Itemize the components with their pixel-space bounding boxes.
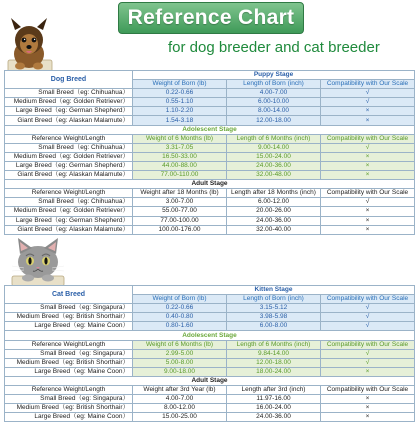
cat-illustration bbox=[8, 236, 68, 288]
compat-cell: √ bbox=[321, 198, 415, 207]
breed-cell: Medium Breed（eg: British Shorthair） bbox=[5, 404, 133, 413]
breed-cell: Large Breed（eg: German Shepherd） bbox=[5, 161, 133, 170]
reference-label: Reference Weight/Length bbox=[5, 134, 133, 143]
column-header: Compatibility with Our Scale bbox=[321, 340, 415, 349]
length-cell: 20.00-26.00 bbox=[227, 207, 321, 216]
reference-label: Reference Weight/Length bbox=[5, 189, 133, 198]
adolescent-header-row bbox=[5, 134, 415, 143]
breed-cell: Small Breed（eg: Singapura） bbox=[5, 349, 133, 358]
column-header: Weight of Born (lb) bbox=[133, 80, 227, 89]
puppy-stage-title: Puppy Stage bbox=[133, 71, 415, 80]
length-cell: 6.00-12.00 bbox=[227, 198, 321, 207]
column-header: Weight after 3rd Year (lb) bbox=[133, 386, 227, 395]
compat-cell: √ bbox=[321, 358, 415, 367]
breed-cell: Medium Breed（eg: Golden Retriever） bbox=[5, 207, 133, 216]
column-header: Compatibility with Our Scale bbox=[321, 80, 415, 89]
table-row bbox=[5, 143, 415, 152]
compat-cell: × bbox=[321, 207, 415, 216]
breed-cell: Small Breed（eg: Chihuahua） bbox=[5, 143, 133, 152]
length-cell: 9.84-14.00 bbox=[227, 349, 321, 358]
table-row bbox=[5, 313, 415, 322]
breed-cell: Large Breed（eg: German Shepherd） bbox=[5, 216, 133, 225]
weight-cell: 1.54-3.18 bbox=[133, 116, 227, 125]
table-row bbox=[5, 413, 415, 422]
reference-label: Reference Weight/Length bbox=[5, 340, 133, 349]
column-header: Length after 3rd (inch) bbox=[227, 386, 321, 395]
compat-cell: √ bbox=[321, 143, 415, 152]
column-header: Length of 6 Months (inch) bbox=[227, 134, 321, 143]
adolescent-stage-row bbox=[5, 331, 415, 340]
compat-cell: × bbox=[321, 216, 415, 225]
table-row bbox=[5, 171, 415, 180]
breed-cell: Medium Breed（eg: Golden Retriever） bbox=[5, 152, 133, 161]
cat-section-title: Cat Breed bbox=[5, 286, 133, 304]
weight-cell: 4.00-7.00 bbox=[133, 395, 227, 404]
breed-cell: Small Breed（eg: Chihuahua） bbox=[5, 89, 133, 98]
column-header: Length of 6 Months (inch) bbox=[227, 340, 321, 349]
compat-cell: × bbox=[321, 395, 415, 404]
compat-cell: √ bbox=[321, 98, 415, 107]
length-cell: 11.97-16.00 bbox=[227, 395, 321, 404]
weight-cell: 16.50-33.00 bbox=[133, 152, 227, 161]
compat-cell: √ bbox=[321, 313, 415, 322]
length-cell: 6.00-8.00 bbox=[227, 322, 321, 331]
length-cell: 8.00-14.00 bbox=[227, 107, 321, 116]
page-subtitle: for dog breeder and cat breeder bbox=[168, 39, 380, 56]
length-cell: 9.00-14.00 bbox=[227, 143, 321, 152]
weight-cell: 5.00-8.00 bbox=[133, 358, 227, 367]
column-header: Weight of 6 Months (lb) bbox=[133, 134, 227, 143]
length-cell: 32.00-40.00 bbox=[227, 225, 321, 234]
column-header: Compatibility with Our Scale bbox=[321, 134, 415, 143]
adolescent-stage-title: Adolescent Stage bbox=[5, 331, 415, 340]
compat-cell: × bbox=[321, 225, 415, 234]
length-cell: 3.98-5.98 bbox=[227, 313, 321, 322]
puppy-stage-row bbox=[5, 71, 415, 80]
adult-stage-title: Adult Stage bbox=[5, 180, 415, 189]
length-cell: 24.00-36.00 bbox=[227, 413, 321, 422]
adult-stage-row bbox=[5, 376, 415, 385]
column-header: Length of Born (inch) bbox=[227, 80, 321, 89]
compat-cell: × bbox=[321, 171, 415, 180]
breed-cell: Giant Breed（eg: Alaskan Malamute） bbox=[5, 116, 133, 125]
column-header: Compatibility with Our Scale bbox=[321, 386, 415, 395]
length-cell: 18.00-24.00 bbox=[227, 367, 321, 376]
weight-cell: 15.00-25.00 bbox=[133, 413, 227, 422]
length-cell: 24.00-36.00 bbox=[227, 216, 321, 225]
compat-cell: √ bbox=[321, 322, 415, 331]
dog-illustration bbox=[2, 14, 56, 78]
table-row bbox=[5, 216, 415, 225]
compat-cell: √ bbox=[321, 349, 415, 358]
compat-cell: √ bbox=[321, 89, 415, 98]
breed-cell: Giant Breed（eg: Alaskan Malamute） bbox=[5, 225, 133, 234]
table-row bbox=[5, 322, 415, 331]
breed-cell: Small Breed（eg: Singapura） bbox=[5, 395, 133, 404]
weight-cell: 3.31-7.05 bbox=[133, 143, 227, 152]
weight-cell: 1.10-2.20 bbox=[133, 107, 227, 116]
page-title: Reference Chart bbox=[118, 2, 304, 34]
table-row bbox=[5, 107, 415, 116]
column-header: Weight after 18 Months (lb) bbox=[133, 189, 227, 198]
compat-cell: √ bbox=[321, 304, 415, 313]
dog-breed-table bbox=[4, 70, 415, 235]
table-row bbox=[5, 98, 415, 107]
table-row bbox=[5, 349, 415, 358]
table-row bbox=[5, 304, 415, 313]
column-header: Compatibility with Our Scale bbox=[321, 295, 415, 304]
dog-section-title: Dog Breed bbox=[5, 71, 133, 89]
weight-cell: 0.40-0.80 bbox=[133, 313, 227, 322]
column-header: Length after 18 Months (inch) bbox=[227, 189, 321, 198]
breed-cell: Large Breed（eg: Maine Coon） bbox=[5, 367, 133, 376]
column-header: Weight of 6 Months (lb) bbox=[133, 340, 227, 349]
compat-cell: × bbox=[321, 161, 415, 170]
weight-cell: 0.55-1.10 bbox=[133, 98, 227, 107]
compat-cell: × bbox=[321, 413, 415, 422]
table-row bbox=[5, 89, 415, 98]
adolescent-stage-row bbox=[5, 125, 415, 134]
length-cell: 32.00-48.00 bbox=[227, 171, 321, 180]
kitten-stage-row bbox=[5, 286, 415, 295]
breed-cell: Large Breed（eg: German Shepherd） bbox=[5, 107, 133, 116]
adult-header-row bbox=[5, 189, 415, 198]
table-row bbox=[5, 367, 415, 376]
adult-header-row bbox=[5, 386, 415, 395]
table-row bbox=[5, 207, 415, 216]
compat-cell: × bbox=[321, 404, 415, 413]
weight-cell: 2.99-5.00 bbox=[133, 349, 227, 358]
reference-label: Reference Weight/Length bbox=[5, 386, 133, 395]
adolescent-stage-title: Adolescent Stage bbox=[5, 125, 415, 134]
table-row bbox=[5, 198, 415, 207]
length-cell: 4.00-7.00 bbox=[227, 89, 321, 98]
weight-cell: 8.00-12.00 bbox=[133, 404, 227, 413]
column-header: Compatibility with Our Scale bbox=[321, 189, 415, 198]
breed-cell: Medium Breed（eg: Golden Retriever） bbox=[5, 98, 133, 107]
column-header: Length of Born (inch) bbox=[227, 295, 321, 304]
kitten-stage-title: Kitten Stage bbox=[133, 286, 415, 295]
breed-cell: Small Breed（eg: Singapura） bbox=[5, 304, 133, 313]
table-row bbox=[5, 395, 415, 404]
table-row bbox=[5, 358, 415, 367]
weight-cell: 9.00-18.00 bbox=[133, 367, 227, 376]
cat-breed-table bbox=[4, 285, 415, 422]
compat-cell: × bbox=[321, 116, 415, 125]
length-cell: 6.00-10.00 bbox=[227, 98, 321, 107]
breed-cell: Large Breed（eg: Maine Coon） bbox=[5, 322, 133, 331]
length-cell: 12.00-18.00 bbox=[227, 358, 321, 367]
weight-cell: 77.00-110.00 bbox=[133, 171, 227, 180]
compat-cell: × bbox=[321, 152, 415, 161]
compat-cell: × bbox=[321, 107, 415, 116]
weight-cell: 77.00-100.00 bbox=[133, 216, 227, 225]
adult-stage-title: Adult Stage bbox=[5, 376, 415, 385]
weight-cell: 44.00-88.00 bbox=[133, 161, 227, 170]
breed-cell: Giant Breed（eg: Alaskan Malamute） bbox=[5, 171, 133, 180]
column-header: Weight of Born (lb) bbox=[133, 295, 227, 304]
table-row bbox=[5, 404, 415, 413]
breed-cell: Medium Breed（eg: British Shorthair） bbox=[5, 313, 133, 322]
table-row bbox=[5, 152, 415, 161]
length-cell: 16.00-24.00 bbox=[227, 404, 321, 413]
table-row bbox=[5, 161, 415, 170]
compat-cell: × bbox=[321, 367, 415, 376]
length-cell: 24.00-36.00 bbox=[227, 161, 321, 170]
length-cell: 3.15-5.12 bbox=[227, 304, 321, 313]
table-row bbox=[5, 225, 415, 234]
weight-cell: 100.00-176.00 bbox=[133, 225, 227, 234]
weight-cell: 0.22-0.66 bbox=[133, 89, 227, 98]
breed-cell: Medium Breed（eg: British Shorthair） bbox=[5, 358, 133, 367]
table-row bbox=[5, 116, 415, 125]
adolescent-header-row bbox=[5, 340, 415, 349]
length-cell: 12.00-18.00 bbox=[227, 116, 321, 125]
adult-stage-row bbox=[5, 180, 415, 189]
weight-cell: 55.00-77.00 bbox=[133, 207, 227, 216]
breed-cell: Large Breed（eg: Maine Coon） bbox=[5, 413, 133, 422]
breed-cell: Small Breed（eg: Chihuahua） bbox=[5, 198, 133, 207]
length-cell: 15.00-24.00 bbox=[227, 152, 321, 161]
weight-cell: 0.22-0.66 bbox=[133, 304, 227, 313]
weight-cell: 3.00-7.00 bbox=[133, 198, 227, 207]
weight-cell: 0.80-1.60 bbox=[133, 322, 227, 331]
